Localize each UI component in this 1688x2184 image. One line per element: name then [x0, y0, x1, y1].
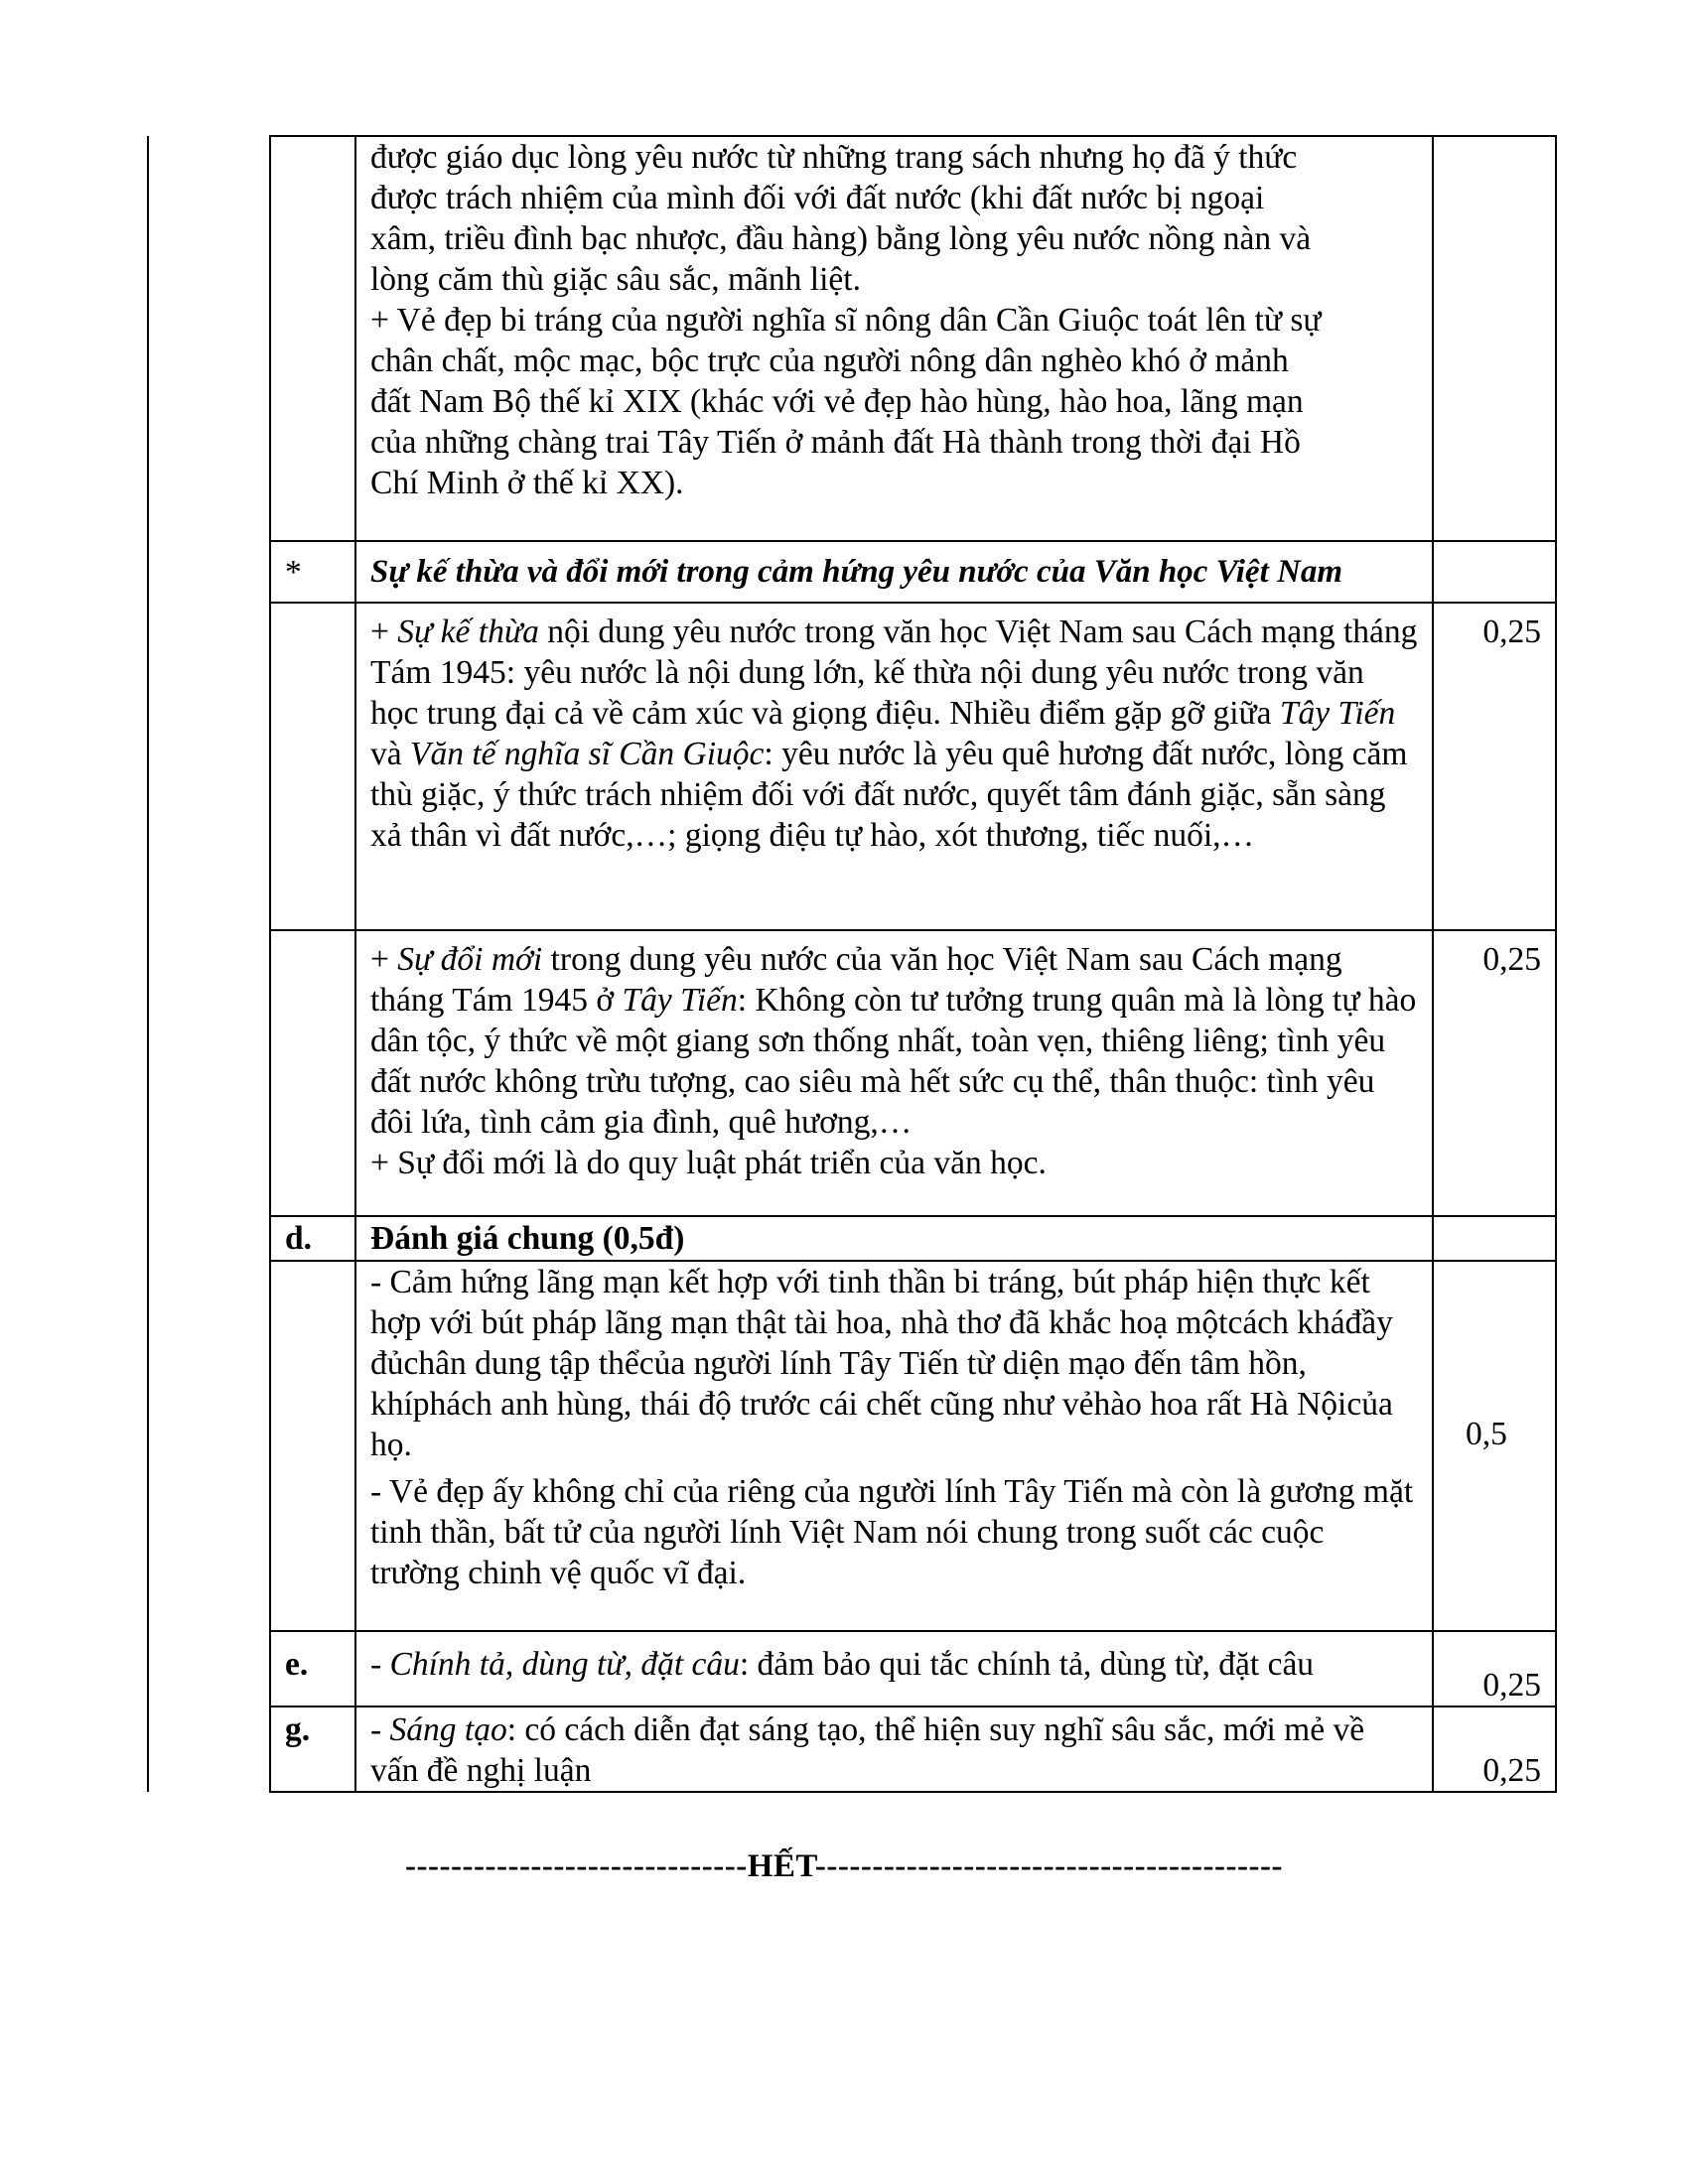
scoring-rubric-table	[147, 135, 1557, 1793]
text-run: nội dung yêu nước trong văn học Việt Nam sau Cách mạng tháng Tám 1945: yêu nước là nội dung lớn, kế thừa nội dung yêu nước trong văn học trung đại cả về cảm xúc và giọng điệu. Nhiều điểm gặp gỡ giữa	[370, 614, 1418, 732]
score-cell	[1433, 541, 1556, 603]
criterion-lead: - Chính tả, dùng từ, đặt câu	[370, 1646, 740, 1683]
marker-cell	[270, 930, 355, 1216]
content-cell	[355, 1261, 1433, 1631]
score-cell	[1433, 1216, 1556, 1261]
criterion-lead: Sự đổi mới	[397, 941, 543, 978]
content-line: của những chàng trai Tây Tiến ở mảnh đất Hà thành trong thời đại Hồ	[370, 424, 1301, 461]
text-run: trong dung yêu nước của văn học Việt Nam sau Cách mạng tháng Tám 1945 ở	[370, 941, 1342, 1019]
work-title: Văn tế nghĩa sĩ Cần Giuộc	[410, 736, 765, 772]
section-column-cell	[148, 136, 270, 1792]
row-marker: e.	[270, 1631, 355, 1706]
score: 0,25	[1433, 603, 1556, 930]
score: 0,25	[1433, 1631, 1556, 1706]
score: 0,5	[1433, 1261, 1556, 1631]
table-row	[148, 930, 1556, 1216]
row-marker: d.	[270, 1216, 355, 1261]
content-line: lòng căm thù giặc sâu sắc, mãnh liệt.	[370, 261, 861, 298]
plus-sign: +	[370, 614, 398, 650]
marker-cell	[270, 136, 355, 541]
row-marker: g.	[270, 1706, 355, 1792]
content-cell	[355, 1631, 1433, 1706]
text-run: : Không còn tư tưởng trung quân mà là lòng tự hào dân tộc, ý thức về một giang sơn thống nhất, toàn vẹn, thiêng liêng; tình yêu đất nước không trừu tượng, cao siêu mà hết sức cụ thể, thân thuộc: tình yêu đôi lứa, tình cảm gia đình, quê hương,…	[370, 982, 1417, 1141]
criterion-lead: - Sáng tạo	[370, 1711, 507, 1748]
score: 0,25	[1433, 930, 1556, 1216]
content-paragraph: + Sự đổi mới là do quy luật phát triển của văn học.	[370, 1145, 1047, 1181]
content-line: được giáo dục lòng yêu nước từ những trang sách nhưng họ đã ý thức	[370, 139, 1298, 176]
content-line: xâm, triều đình bạc nhược, đầu hàng) bằng lòng yêu nước nồng nàn và	[370, 220, 1312, 257]
table-row	[148, 1216, 1556, 1261]
table-row	[148, 603, 1556, 930]
text-run: : đảm bảo qui tắc chính tả, dùng từ, đặt câu	[739, 1646, 1315, 1683]
marker-cell	[270, 603, 355, 930]
content-paragraph	[370, 939, 1418, 1143]
content-line: đất Nam Bộ thế kỉ XIX (khác với vẻ đẹp hào hùng, hào hoa, lãng mạn	[370, 383, 1304, 420]
score: 0,25	[1433, 1706, 1556, 1792]
table-row	[148, 1261, 1556, 1631]
score-cell	[1433, 136, 1556, 541]
content-cell	[355, 603, 1433, 930]
section-heading: Đánh giá chung (0,5đ)	[355, 1216, 1433, 1261]
content-line: chân chất, mộc mạc, bộc trực của người nông dân nghèo khó ở mảnh	[370, 342, 1289, 379]
work-title: Tây Tiến	[1279, 695, 1396, 732]
plus-sign: +	[370, 941, 398, 978]
text-run: : có cách diễn đạt sáng tạo, thể hiện suy nghĩ sâu sắc, mới mẻ về vấn đề nghị luận	[370, 1711, 1365, 1789]
section-heading: Sự kế thừa và đổi mới trong cảm hứng yêu nước của Văn học Việt Nam	[355, 541, 1433, 603]
criterion-lead: Sự kế thừa	[397, 614, 539, 650]
content-cell	[355, 1706, 1433, 1792]
content-line: được trách nhiệm của mình đối với đất nước (khi đất nước bị ngoại	[370, 180, 1265, 216]
text-run: và	[370, 736, 410, 772]
table-row	[148, 136, 1556, 541]
end-marker: ------------------------------HẾT-----------------------------------------	[405, 1848, 1283, 1884]
content-line: + Vẻ đẹp bi tráng của người nghĩa sĩ nông dân Cần Giuộc toát lên từ sự	[370, 302, 1322, 339]
content-cell	[355, 930, 1433, 1216]
table-row	[148, 1706, 1556, 1792]
table-row	[148, 1631, 1556, 1706]
content-paragraph: - Cảm hứng lãng mạn kết hợp với tinh thần bi tráng, bút pháp hiện thực kết hợp với bút pháp lãng mạn thật tài hoa, nhà thơ đã khắc hoạ mộtcách kháđầy đủchân dung tập thểcủa người lính Tây Tiến từ diện mạo đến tâm hồn, khíphách anh hùng, thái độ trước cái chết cũng như vẻhào hoa rất Hà Nộicủa họ.	[370, 1264, 1393, 1463]
row-marker: *	[270, 541, 355, 603]
marker-cell	[270, 1261, 355, 1631]
content-paragraph: - Vẻ đẹp ấy không chỉ của riêng của người lính Tây Tiến mà còn là gương mặt tinh thần, bất tử của người lính Việt Nam nói chung trong suốt các cuộc trường chinh vệ quốc vĩ đại.	[370, 1473, 1414, 1591]
table-row	[148, 541, 1556, 603]
text-run: : yêu nước là yêu quê hương đất nước, lòng căm thù giặc, ý thức trách nhiệm đối với đất nước, quyết tâm đánh giặc, sẵn sàng xả thân vì đất nước,…; giọng điệu tự hào, xót thương, tiếc nuối,…	[370, 736, 1408, 854]
content-cell	[355, 136, 1433, 541]
work-title: Tây Tiến	[622, 982, 738, 1019]
content-line: Chí Minh ở thế kỉ XX).	[370, 465, 684, 501]
